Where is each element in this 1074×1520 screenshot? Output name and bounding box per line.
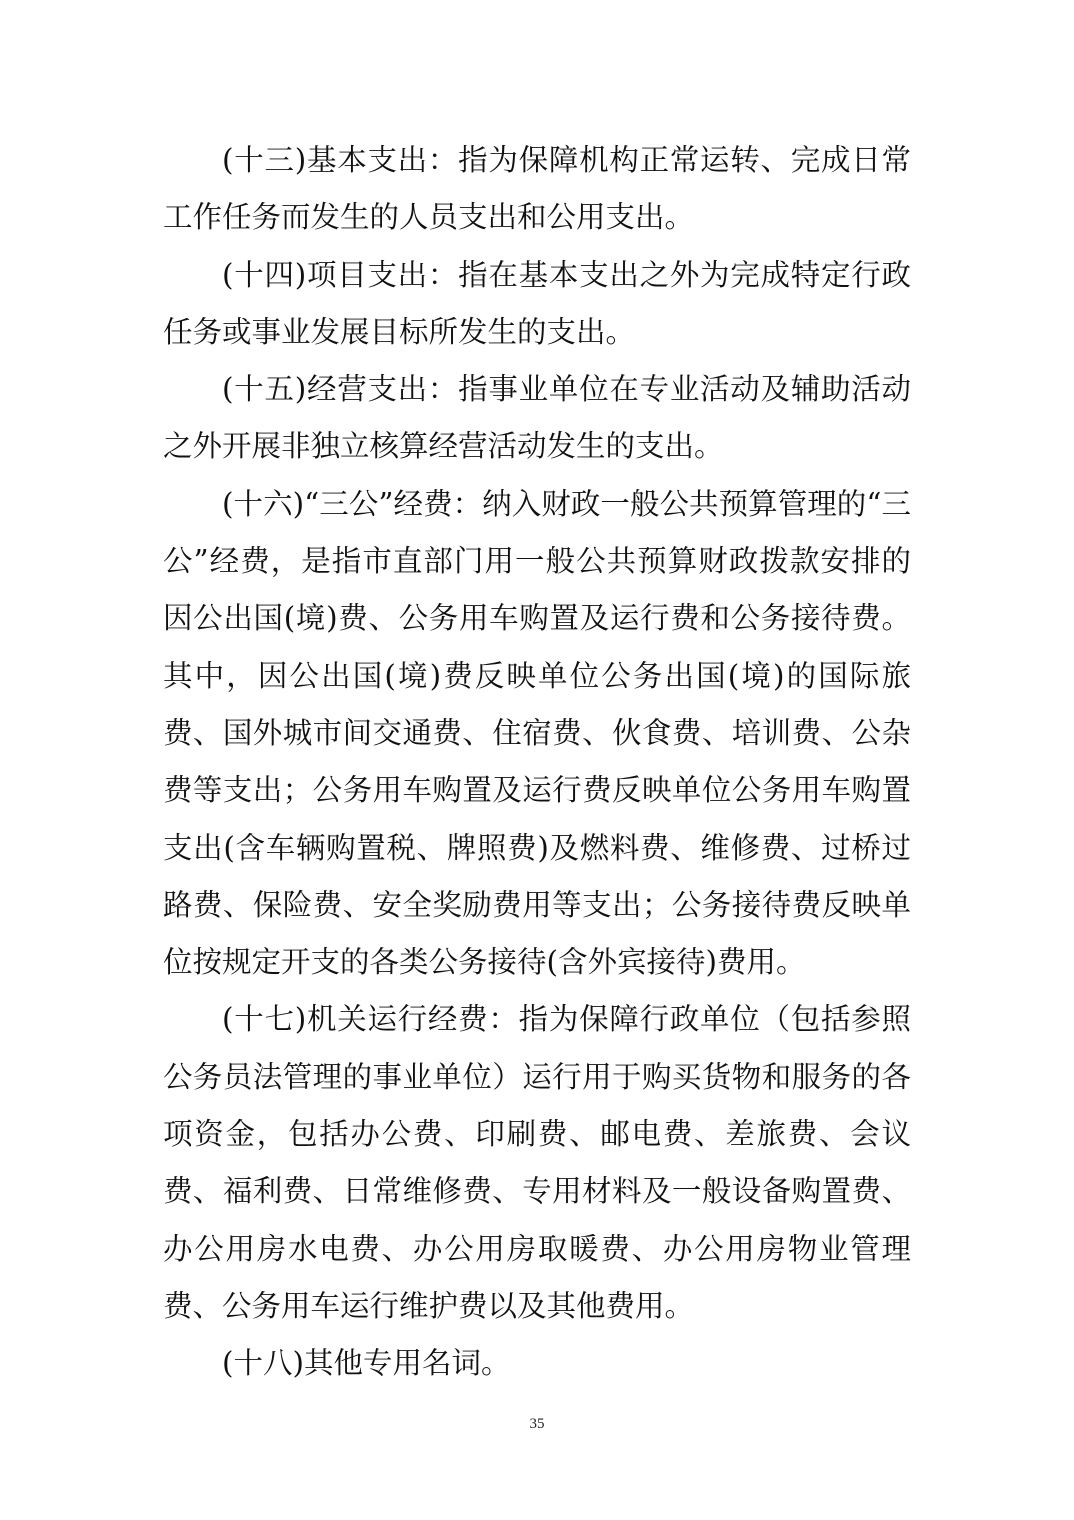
paragraph-three-public-expenses: (十六)“三公”经费：纳入财政一般公共预算管理的“三公”经费，是指市直部门用一般公共预算财政拨款安排的因公出国(境)费、公务用车购置及运行费和公务接待费。其中，因公出国(境)费反映单位公务出国(境)的国际旅费、国外城市间交通费、住宿费、伙食费、培训费、公杂费等支出；公务用车购置及运行费反映单位公务用车购置支出(含车辆购置税、牌照费)及燃料费、维修费、过桥过路费、保险费、安全奖励费用等支出；公务接待费反映单位按规定开支的各类公务接待(含外宾接待)费用。: [163, 486, 911, 980]
paragraph-agency-operating-funds: (十七)机关运行经费：指为保障行政单位（包括参照公务员法管理的事业单位）运行用于购买货物和服务的各项资金，包括办公费、印刷费、邮电费、差旅费、会议费、福利费、日常维修费、专用材料及一般设备购置费、办公用房水电费、办公用房取暖费、办公用房物业管理费、公务用车运行维护费以及其他费用。: [163, 1002, 911, 1323]
page-number: 35: [529, 1416, 545, 1432]
document-body: [163, 132, 911, 1393]
paragraph-other-terms: (十八)其他专用名词。: [222, 1346, 511, 1381]
paragraph-basic-expenditure: (十三)基本支出：指为保障机构正常运转、完成日常工作任务而发生的人员支出和公用支出。: [163, 143, 911, 235]
paragraph-operating-expenditure: (十五)经营支出：指事业单位在专业活动及辅助活动之外开展非独立核算经营活动发生的支出。: [163, 372, 911, 464]
paragraph-project-expenditure: (十四)项目支出：指在基本支出之外为完成特定行政任务或事业发展目标所发生的支出。: [163, 257, 911, 349]
